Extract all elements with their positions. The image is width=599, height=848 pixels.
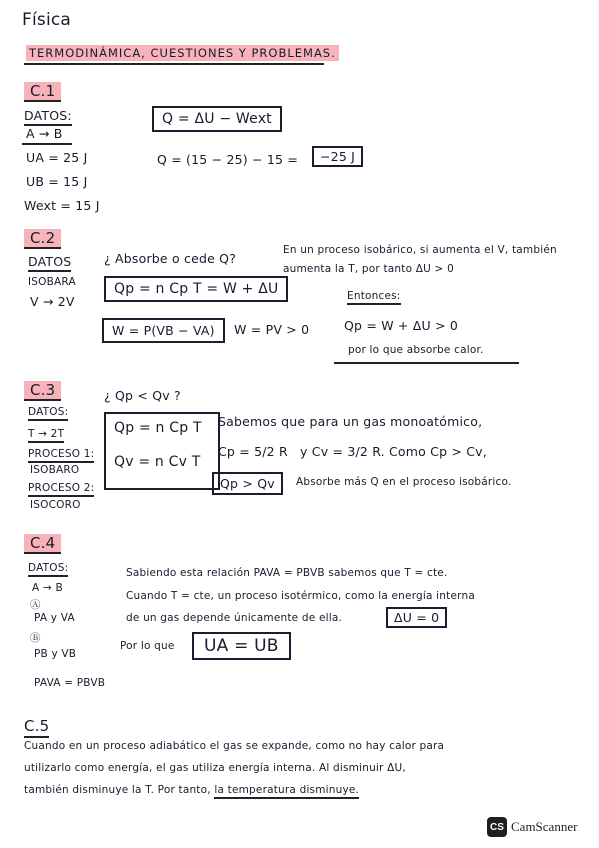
c3-arrow: T → 2T (28, 428, 64, 443)
c5-line1: Cuando en un proceso adiabático el gas se expande, como no hay calor para (24, 740, 445, 752)
section-c5-label: C.5 (24, 717, 49, 738)
c3-cv: y Cv = 3/2 R. Como Cp > Cv, (300, 444, 487, 459)
c3-text2: Absorbe más Q en el proceso isobárico. (296, 476, 512, 488)
c4-arrow: A → B (32, 582, 63, 594)
c3-text1: Sabemos que para un gas monoatómico, (218, 414, 483, 429)
c4-box1: ΔU = 0 (386, 607, 447, 628)
camscanner-watermark (487, 817, 577, 837)
c3-datos-title: DATOS: (28, 406, 68, 421)
subtitle-text: TERMODINÁMICA, CUESTIONES Y PROBLEMAS. (26, 45, 339, 61)
c2-formula3: W = PV > 0 (234, 322, 310, 337)
c3-proceso2: PROCESO 2: (28, 482, 94, 497)
c1-result-box: −25 J (312, 146, 363, 167)
c2-conclusion-underline (334, 362, 519, 364)
c2-text3: Qp = W + ΔU > 0 (344, 318, 459, 333)
c1-datos-divider (22, 143, 72, 145)
c4-b-mark: Ⓑ (30, 632, 41, 644)
page-subtitle (26, 46, 339, 60)
c4-datos-title: DATOS: (28, 562, 68, 577)
c4-box2: UA = UB (192, 632, 291, 660)
c2-isobara: ISOBARA (28, 276, 76, 288)
c1-formula-box: Q = ΔU − Wext (152, 106, 282, 132)
section-c4-label: C.4 (24, 534, 61, 552)
c3-formula-box (104, 412, 220, 490)
c1-ua: UA = 25 J (26, 150, 88, 165)
c4-text3: de un gas depende únicamente de ella. (126, 612, 343, 624)
c5-line2: utilizarlo como energía, el gas utiliza energía interna. Al disminuir ΔU, (24, 762, 406, 774)
c3-formula1: Qp = n Cp T (114, 420, 202, 436)
c2-question: ¿ Absorbe o cede Q? (104, 251, 237, 266)
c4-pa-va: PA y VA (34, 612, 75, 624)
c1-calc: Q = (15 − 25) − 15 = (157, 152, 299, 167)
c3-cp: Cp = 5/2 R (218, 444, 288, 459)
c2-datos-title: DATOS (28, 254, 71, 272)
section-c1-label: C.1 (24, 82, 61, 100)
c3-formula2: Qv = n Cv T (114, 454, 201, 470)
c2-text2: aumenta la T, por tanto ΔU > 0 (283, 263, 454, 275)
c3-isocoro: ISOCORO (30, 499, 81, 511)
c3-question: ¿ Qp < Qv ? (104, 388, 181, 403)
c1-arrow: A → B (26, 126, 63, 141)
c2-text4: por lo que absorbe calor. (348, 344, 484, 356)
c4-relation: PAVA = PBVB (34, 677, 106, 689)
c1-wext: Wext = 15 J (24, 198, 100, 213)
c5-line3-b: la temperatura disminuye. (214, 784, 359, 799)
c3-isobaro: ISOBARO (30, 464, 80, 476)
c3-proceso1: PROCESO 1: (28, 448, 94, 463)
c4-text2: Cuando T = cte, un proceso isotérmico, como la energía interna (126, 590, 475, 602)
c4-text1: Sabiendo esta relación PAVA = PBVB sabemos que T = cte. (126, 567, 448, 579)
section-c3-label: C.3 (24, 381, 61, 399)
c2-formula2-box: W = P(VB − VA) (102, 318, 225, 343)
camscanner-text: CamScanner (511, 819, 578, 834)
page-title: Física (22, 10, 72, 30)
subtitle-underline (24, 63, 324, 65)
c1-datos-title: DATOS: (24, 108, 72, 126)
c5-line3-a: también disminuye la T. Por tanto, (24, 784, 211, 796)
c4-pb-vb: PB y VB (34, 648, 77, 660)
c2-formula1-box: Qp = n Cp T = W + ΔU (104, 276, 288, 302)
c2-text1: En un proceso isobárico, si aumenta el V, también (283, 244, 557, 256)
c4-a-mark: Ⓐ (30, 599, 41, 611)
c2-entonces: Entonces: (347, 290, 401, 305)
c1-ub: UB = 15 J (26, 174, 88, 189)
c5-line3 (24, 784, 359, 796)
section-c2-label: C.2 (24, 229, 61, 247)
c4-text4: Por lo que (120, 640, 175, 652)
camscanner-logo-icon: CS (487, 817, 507, 837)
c2-arrow: V → 2V (30, 294, 75, 309)
c3-result-box: Qp > Qv (212, 472, 283, 495)
